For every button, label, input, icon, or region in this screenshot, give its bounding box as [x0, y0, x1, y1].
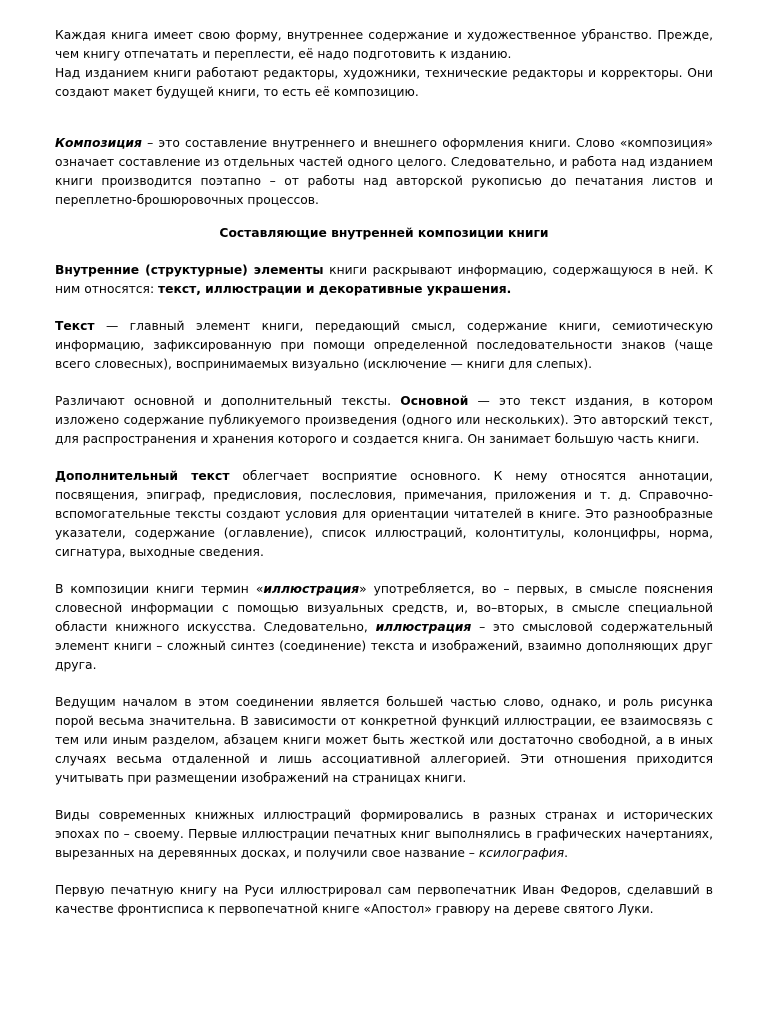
internal-elements-list: текст, иллюстрации и декоративные украшения. — [158, 282, 512, 296]
paragraph-text — [55, 317, 713, 374]
term-text: Текст — [55, 319, 95, 333]
main-text-intro: Различают основной и дополнительный тексты. — [55, 394, 401, 408]
paragraph-editors: Над изданием книги работают редакторы, художники, технические редакторы и корректоры. Они создают макет будущей книги, то есть её композицию. — [55, 66, 713, 99]
section-heading: Составляющие внутренней композиции книги — [219, 226, 549, 240]
paragraph-illustration — [55, 580, 713, 675]
paragraph-additional-text — [55, 467, 713, 562]
paragraph-composition — [55, 134, 713, 210]
term-illustration-1: иллюстрация — [263, 582, 360, 596]
illustration-types-end: . — [564, 846, 569, 860]
term-composition: Композиция — [55, 136, 142, 150]
illustration-types-text: Виды современных книжных иллюстраций формировались в разных странах и исторических эпохах по – своему. Первые иллюстрации печатных книг выполнялись в графических начертаниях, вырезанных на деревянных досках, и получили свое название – — [55, 808, 713, 860]
composition-definition: – это составление внутреннего и внешнего оформления книги. Слово «композиция» означает составление из отдельных частей одного целого. Следовательно, и работа над изданием книги производится поэтапно – от работы над авторской рукописью до печатания листов и переплетно-брошюровочных процессов. — [55, 136, 713, 207]
paragraph-first-book: Первую печатную книгу на Руси иллюстрировал сам первопечатник Иван Федоров, сделавший в качестве фронтисписа к первопечатной книге «Апостол» гравюру на дереве святого Луки. — [55, 883, 713, 916]
term-illustration-2: иллюстрация — [375, 620, 472, 634]
illustration-text-3: – это смысловой содержательный элемент книги – сложный синтез (соединение) текста и изображений, взаимно дополняющих друг друга. — [55, 620, 713, 672]
paragraph-internal-elements — [55, 261, 713, 299]
paragraph-main-text — [55, 392, 713, 449]
term-additional-text: Дополнительный текст — [55, 469, 230, 483]
term-xylography: ксилография — [478, 846, 565, 860]
main-text-definition: — это текст издания, в котором изложено содержание публикуемого произведения (одного или нескольких). Это авторский текст, для распространения и хранения которого и создается книга. Он занимает большую часть книги. — [55, 394, 713, 446]
text-definition: — главный элемент книги, передающий смысл, содержание книги, семиотическую информацию, зафиксированную при помощи определенной последовательности знаков (чаще всего словесных), воспринимаемых визуально (исключение — книги для слепых). — [55, 319, 713, 371]
term-main: Основной — [400, 394, 469, 408]
paragraph-intro: Каждая книга имеет свою форму, внутреннее содержание и художественное убранство. Прежде, чем книгу отпечатать и переплести, её надо подготовить к изданию. — [55, 28, 713, 61]
illustration-text-2: » употребляется, во – первых, в смысле пояснения словесной информации с помощью визуальных средств, и, во–вторых, в смысле специальной области книжного искусства. Следовательно, — [55, 582, 713, 634]
internal-elements-text: книги раскрывают информацию, содержащуюся в ней. К ним относятся: — [55, 263, 713, 296]
illustration-text-1: В композиции книги термин « — [55, 582, 264, 596]
paragraph-illustration-types — [55, 806, 713, 863]
paragraph-leading-principle: Ведущим началом в этом соединении является большей частью слово, однако, и роль рисунка порой весьма значительна. В зависимости от конкретной функций иллюстрации, ее взаимосвязь с тем или иным разделом, абзацем книги может быть жесткой или достаточно свободной, а в иных случаях весьма отдаленной и лишь ассоциативной аллегорией. Эти отношения приходится учитывать при размещении изображений на страницах книги. — [55, 695, 713, 785]
additional-text-definition: облегчает восприятие основного. К нему относятся аннотации, посвящения, эпиграф, предисловия, послесловия, примечания, приложения и т. д. Справочно-вспомогательные тексты создают условия для ориентации читателей в книге. Это разнообразные указатели, содержание (оглавление), список иллюстраций, колонтитулы, колонцифры, норма, сигнатура, выходные сведения. — [55, 469, 713, 559]
term-internal-elements: Внутренние (структурные) элементы — [55, 263, 324, 277]
